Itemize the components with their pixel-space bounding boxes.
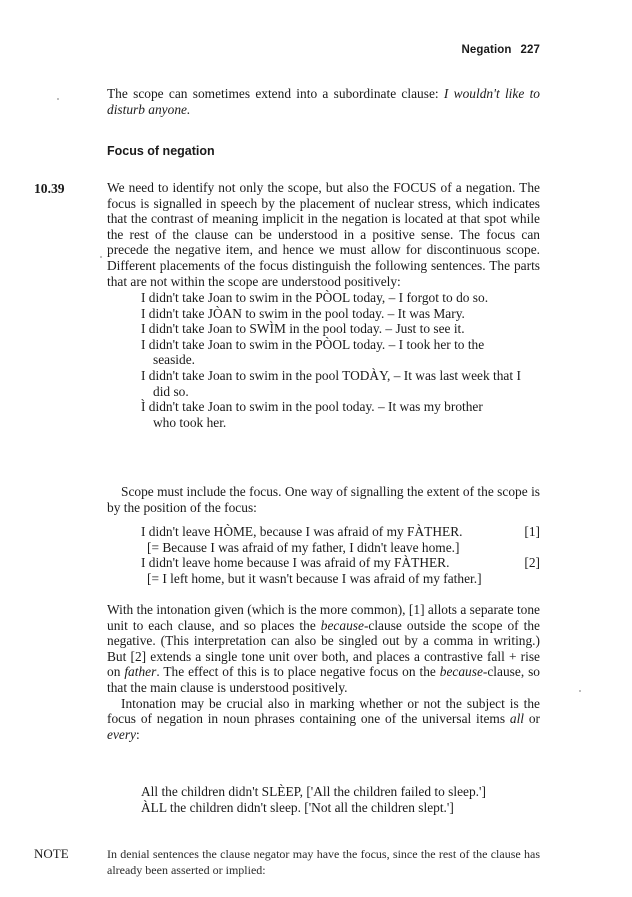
section-number: 10.39 — [34, 181, 65, 196]
example-continuation: seaside. — [153, 352, 196, 368]
example-gloss: [= Because I was afraid of my father, I didn't leave home.] — [147, 539, 460, 555]
text-run: -clause outside the scope of the negative. (This interpretation can also be singled out by a comma in writing.) But [2] extends a single tone unit over both, and places a contrastive fall + rise on — [107, 617, 540, 680]
italic-run: every — [107, 726, 136, 742]
scope-paragraph-text: Scope must include the focus. One way of signalling the extent of the scope is by the position of the focus: — [107, 484, 540, 515]
text-run: or — [524, 711, 540, 727]
running-head — [462, 44, 541, 56]
example-sentence: I didn't take Joan to swim in the PÒOL today, – I forgot to do so. — [141, 290, 489, 305]
example-tag: [1] — [524, 524, 540, 539]
page-number: 227 — [520, 44, 540, 56]
text-run: . The effect of this is to place negative focus on the — [156, 664, 440, 680]
example-text: I didn't leave HÒME, because I was afraid of my FÀTHER. — [141, 524, 463, 539]
italic-run: because — [439, 664, 483, 680]
example-sentence — [141, 555, 540, 571]
text-run: With the intonation given (which is the more common), [1] allots a separate tone unit to each clause, and so places the — [107, 602, 540, 633]
note-label: NOTE — [34, 846, 69, 861]
intro-paragraph — [107, 86, 540, 117]
example-tag: [2] — [524, 555, 540, 571]
italic-run: because — [320, 617, 364, 633]
universal-paragraph-text — [107, 696, 540, 743]
example-sentence: All the children didn't SLÈEP, ['All the children failed to sleep.'] — [141, 784, 486, 799]
running-title: Negation — [461, 44, 512, 56]
section-paragraph-text: We need to identify not only the scope, but also the FOCUS of a negation. The focus is signalled in speech by the placement of nuclear stress, which indicates that the contrast of meaning implicit in the negation is located at that spot while the rest of the clause can be understood in a positive sense. The focus can precede the negative item, and hence we must allow for discontinuous scope. Different placements of the focus distinguish the following sentences. The parts that are not within the scope are understood positively: — [107, 180, 540, 289]
margin-mark — [57, 98, 59, 100]
intonation-paragraph — [107, 602, 540, 742]
note-text: In denial sentences the clause negator may have the focus, since the rest of the clause has already been asserted or implied: — [107, 847, 540, 877]
example-continuation: did so. — [153, 383, 189, 399]
examples-focus-placement — [141, 290, 540, 430]
intonation-paragraph-text — [107, 602, 540, 696]
example-sentence: I didn't take JÒAN to swim in the pool today. – It was Mary. — [141, 305, 465, 321]
intro-text: The scope can sometimes extend into a subordinate clause: — [107, 86, 444, 101]
example-gloss: [= I left home, but it wasn't because I was afraid of my father.] — [147, 570, 482, 586]
section-paragraph — [107, 180, 540, 289]
example-sentence — [141, 524, 540, 540]
text-run: Intonation may be crucial also in marking whether or not the subject is the focus of negation in noun phrases containing one of the universal items — [107, 695, 540, 727]
intro-example: I wouldn't like to disturb anyone. — [107, 86, 540, 117]
example-sentence: Ì didn't take Joan to swim in the pool today. – It was my brother — [141, 399, 483, 415]
italic-run: father — [124, 664, 157, 680]
example-text: I didn't leave home because I was afraid of my FÀTHER. — [141, 555, 450, 571]
example-continuation: who took her. — [153, 414, 227, 430]
margin-mark — [579, 690, 581, 692]
text-run: : — [136, 726, 140, 742]
example-sentence: I didn't take Joan to swim in the PÒOL today. – I took her to the — [141, 336, 485, 352]
section-heading: Focus of negation — [107, 144, 215, 158]
margin-mark — [100, 256, 102, 258]
examples-universal — [141, 784, 540, 815]
scope-paragraph — [107, 484, 540, 515]
text-run: -clause, so that the main clause is understood positively. — [107, 664, 540, 695]
example-sentence: ÀLL the children didn't sleep. ['Not all the children slept.'] — [141, 799, 454, 815]
example-sentence: I didn't take Joan to swim in the pool TODÀY, – It was last week that I — [141, 367, 521, 383]
example-sentence: I didn't take Joan to SWÌM in the pool today. – Just to see it. — [141, 321, 465, 337]
italic-run: all — [509, 711, 525, 727]
examples-because-clause — [141, 524, 540, 586]
